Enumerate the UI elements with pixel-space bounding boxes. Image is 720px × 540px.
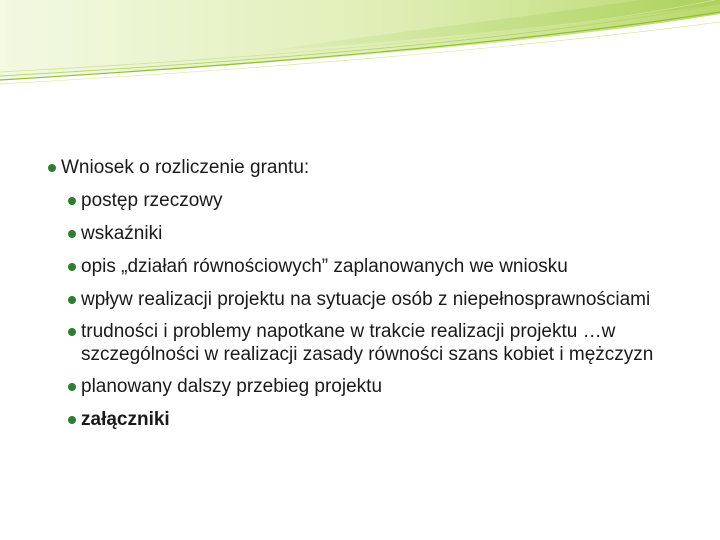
list-item-attachments — [44, 408, 684, 431]
list-item — [44, 189, 684, 212]
bullet-dot — [68, 383, 76, 391]
list-item-text: planowany dalszy przebieg projektu — [81, 376, 383, 397]
bullet-dot — [48, 164, 56, 172]
list-item — [44, 222, 684, 245]
list-item-text: trudności i problemy napotkane w trakcie realizacji projektu …w szczególności w realizacji zasady równości szans kobiet i mężczyzn — [81, 321, 654, 365]
bullet-dot — [68, 230, 76, 238]
bullet-dot — [68, 328, 76, 336]
header-wave-decoration — [0, 0, 720, 100]
list-item — [44, 320, 684, 366]
list-item-text: wpływ realizacji projektu na sytuacje osób z niepełnosprawnościami — [81, 289, 651, 310]
bullet-dot — [68, 263, 76, 271]
bullet-dot — [68, 296, 76, 304]
list-item-heading — [44, 156, 684, 179]
list-item — [44, 375, 684, 398]
list-item-text: załączniki — [81, 409, 170, 430]
list-item-text: wskaźniki — [81, 223, 163, 244]
bullet-dot — [68, 416, 76, 424]
list-item-text: opis „działań równościowych” zaplanowanych we wniosku — [81, 256, 568, 277]
list-item-text: Wniosek o rozliczenie grantu: — [61, 157, 310, 178]
list-item-text: postęp rzeczowy — [81, 190, 223, 211]
bullet-list — [44, 156, 684, 441]
list-item — [44, 255, 684, 278]
bullet-dot — [68, 197, 76, 205]
list-item — [44, 288, 684, 311]
